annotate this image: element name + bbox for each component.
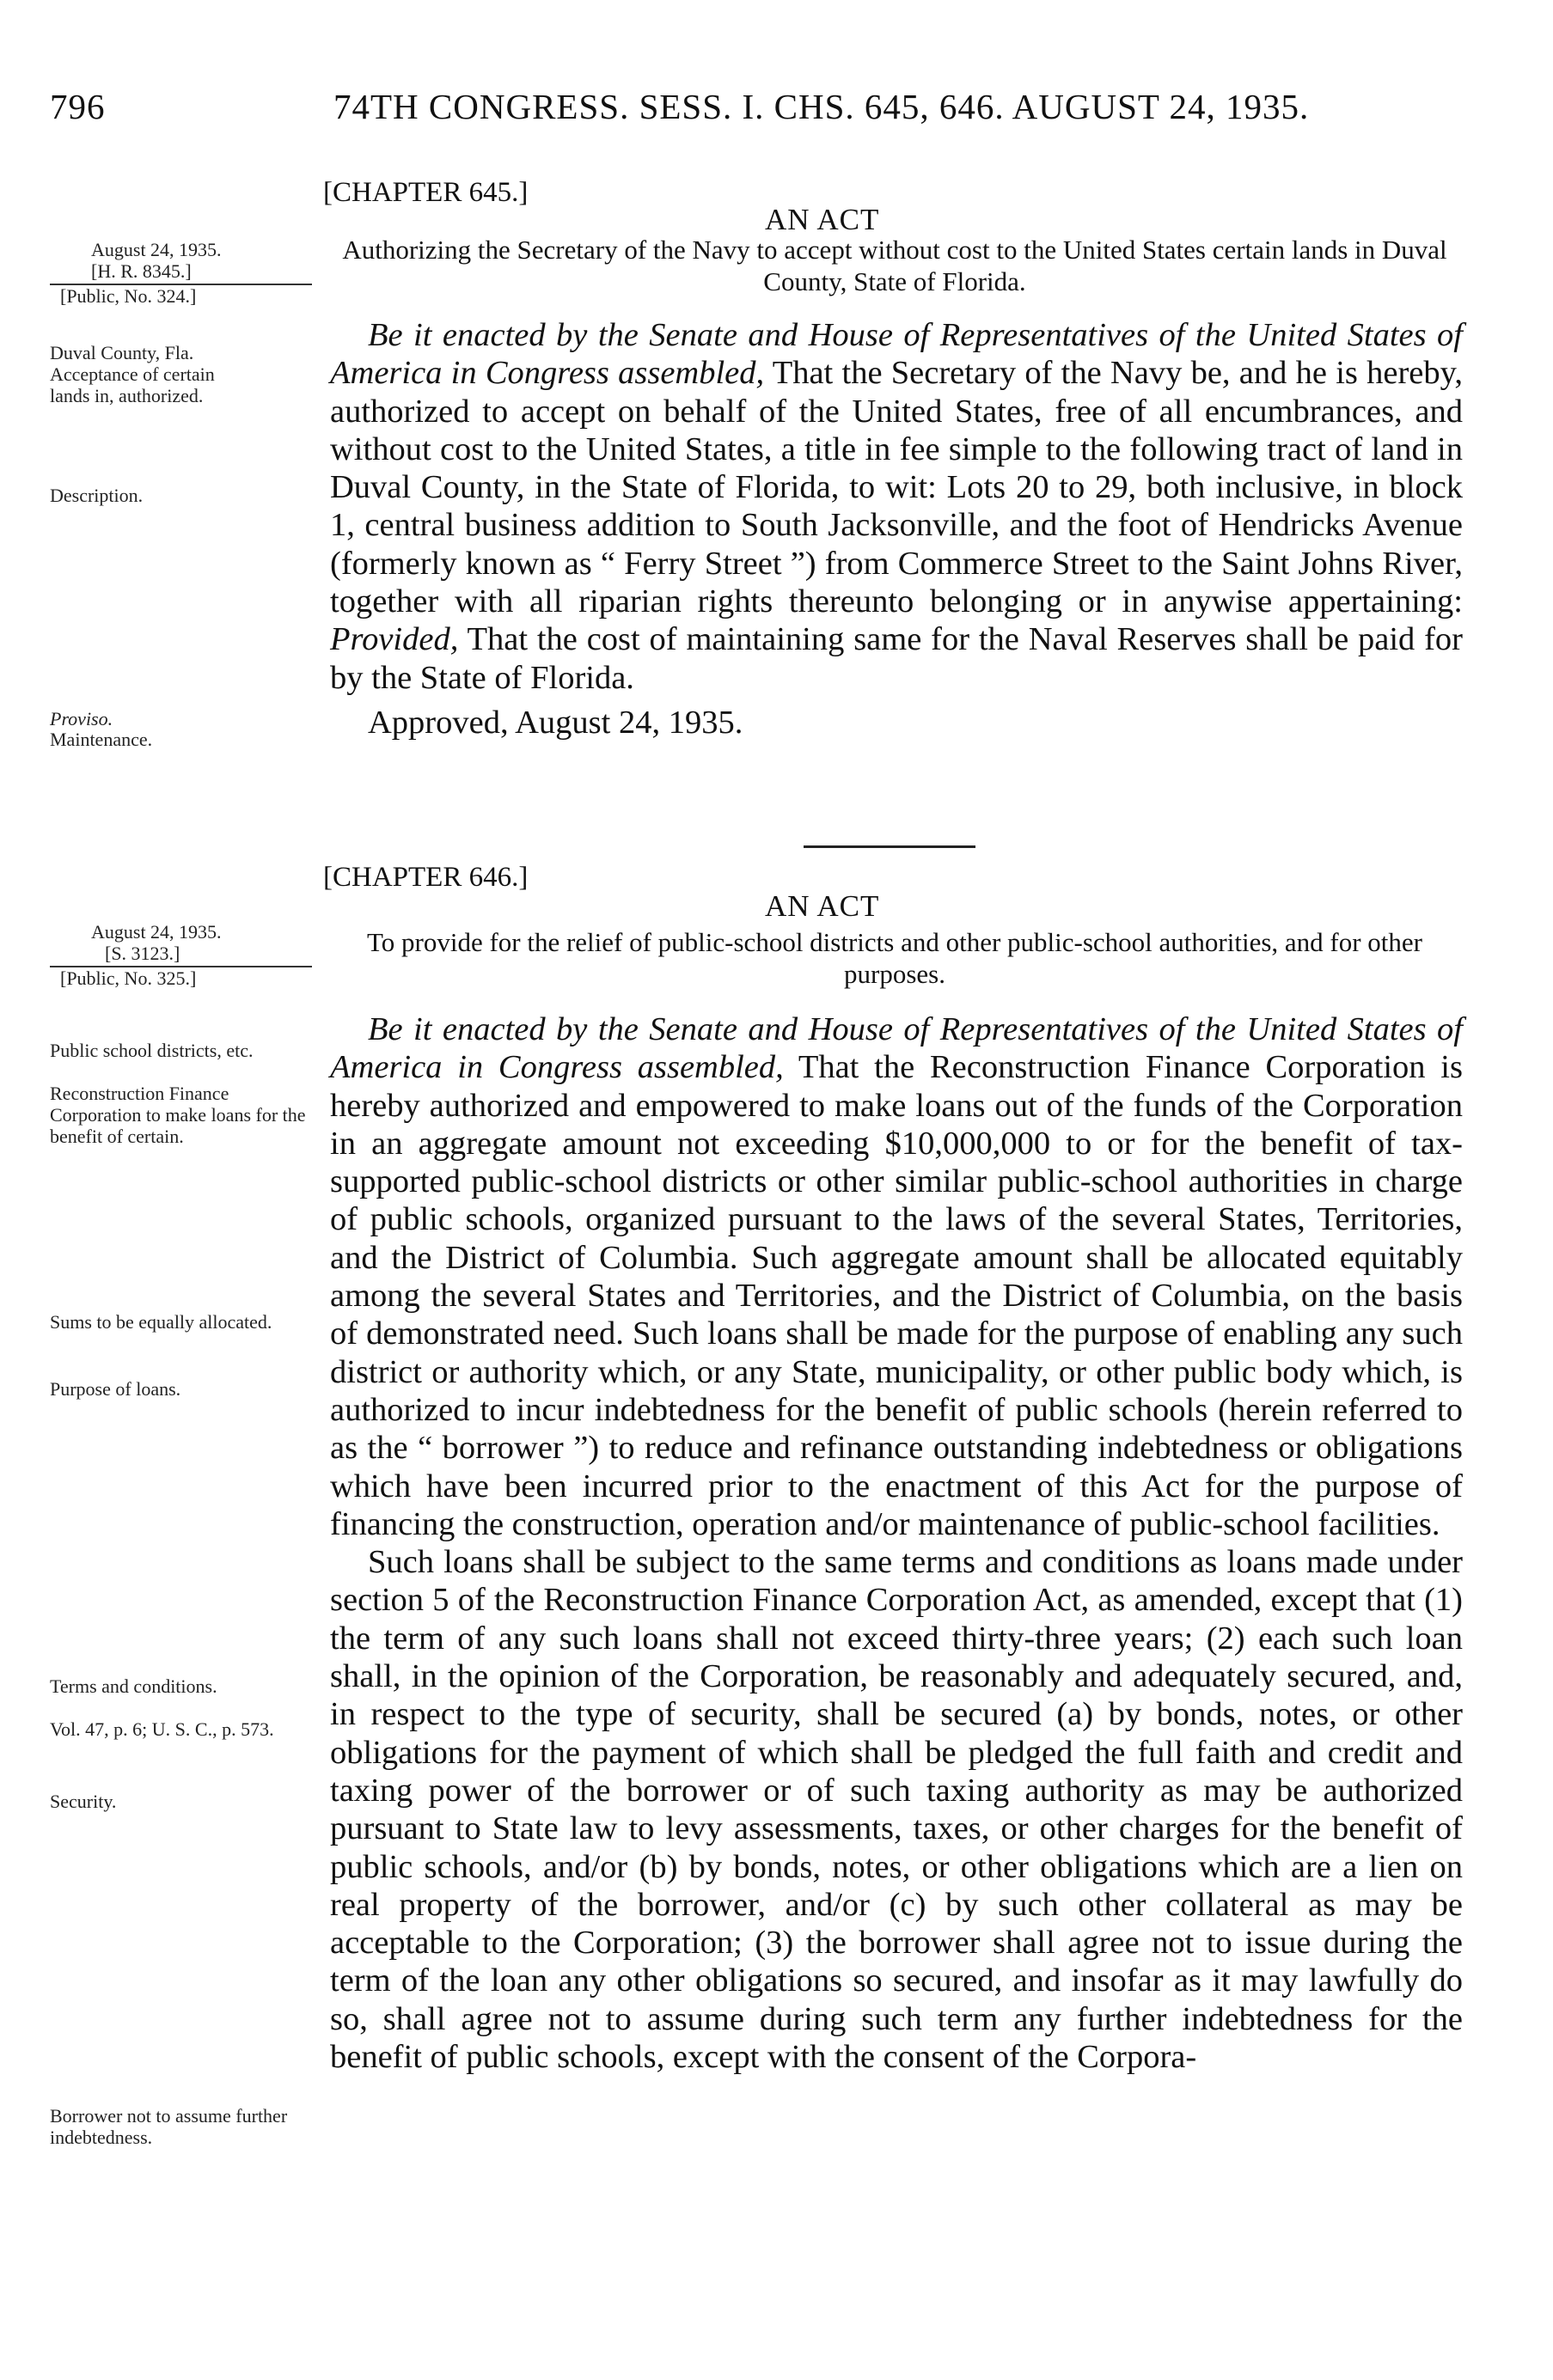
margin-note-rfc: Reconstruction Finance Corporation to make loans for the benefit of certain. [50, 1083, 306, 1147]
margin-note-security: Security. [50, 1791, 117, 1812]
margin-note-maintenance: Maintenance. [50, 729, 153, 750]
chapter-646-purpose: To provide for the relief of public-school districts and other public-school authorities, and for other purposes. [366, 927, 1422, 989]
chapter-646-section-2: Such loans shall be subject to the same terms and conditions as loans made under section 5 of the Reconstruction Finance Corporation Act, as amended, except that (1) the term of any such loans shall not exceed thirty-three years; (2) each such loan shall, in the opinion of the Corporation, be reasonably and adequately secured, and, in respect to the type of security, shall be secured (a) by bonds, notes, or other obligations for the payment of which shall be pledged the full faith and credit and taxing power of the borrower or of such taxing authority as may be authorized pursuant to State law to levy assessments, taxes, or other charges for the benefit of public schools, and/or (b) by bonds, notes, or other obligations which are a lien on real property of the borrower, and/or (c) by such other collateral as may be acceptable to the Corporation; (3) the borrower shall agree not to issue during the term of the loan any other obligations so secured, and insofar as it may lawfully do so, shall agree not to assume during such term any further indebtedness for the benefit of public schools, except with the consent of the Corpora- [330, 1544, 1463, 2076]
margin-date: August 24, 1935. [91, 239, 222, 260]
section-divider [804, 845, 975, 848]
chapter-645-purpose: Authorizing the Secretary of the Navy to accept without cost to the United States certain lands in Duval County, State of Florida. [342, 235, 1447, 296]
chapter-645-section: Be it enacted by the Senate and House of Representatives of the United States of America in Congress assembled, That the Secretary of the Navy be, and he is hereby, authorized to accept on behalf of the United States, free of all encumbrances, and without cost to the United States, a title in fee simple to the following tract of land in Duval County, in the State of Florida, to wit: Lots 20 to 29, both inclusive, in block 1, central business addition to South Jacksonville, and the foot of Hendricks Avenue (formerly known as “ Ferry Street ”) from Commerce Street to the Saint Johns River, together with all riparian rights thereunto belonging or in anywise appertaining: Provided, That the cost of maintaining same for the Naval Reserves shall be paid for by the State of Florida. [330, 317, 1463, 696]
proviso-word: Provided, [330, 621, 459, 658]
chapter-645-margin-citation [50, 239, 308, 307]
chapter-646-section-1: Be it enacted by the Senate and House of Representatives of the United States of America in Congress assembled, That the Reconstruction Finance Corporation is hereby authorized and empowered to make loans out of the funds of the Corporation in an aggregate amount not exceeding $10,000,000 to or for the benefit of tax-supported public-school districts or other similar public-school authorities in charge of public schools, organized pursuant to the laws of the several States, Territories, and the District of Columbia. Such aggregate amount shall be allocated equitably among the several States and Territories, and the District of Columbia, on the basis of demonstrated need. Such loans shall be made for the purpose of enabling any such district or authority which, or any State, municipality, or other public body which, is authorized to incur indebtedness for the benefit of public schools (herein referred to as the “ borrower ”) to reduce and refinance outstanding indebtedness or obligations which have been incurred prior to the enactment of this Act for the purpose of financing the construction, operation and/or maintenance of public-school facilities. [330, 1011, 1463, 1542]
margin-note-description: Description. [50, 485, 144, 506]
chapter-645-act-label: AN ACT [765, 203, 880, 236]
page-number: 796 [50, 87, 106, 126]
margin-note-vol: Vol. 47, p. 6; U. S. C., p. 573. [50, 1718, 274, 1740]
margin-note-duval: Duval County, Fla. Acceptance of certain lands in, authorized. [50, 342, 215, 406]
margin-note-borrower: Borrower not to assume further indebtedness. [50, 2105, 288, 2148]
margin-public-law: [Public, No. 324.] [60, 285, 197, 307]
margin-bill: [H. R. 8345.] [91, 260, 192, 282]
margin-note-proviso: Proviso. [50, 708, 113, 729]
margin-note-terms: Terms and conditions. [50, 1675, 217, 1697]
margin-note-purpose: Purpose of loans. [50, 1378, 181, 1400]
margin-note-public-school: Public school districts, etc. [50, 1040, 254, 1061]
chapter-646-margin-citation [50, 921, 308, 989]
enacting-clause: Be it enacted by the Senate and House of Representatives of the United States of America in Congress assembled, [330, 1011, 1463, 1086]
chapter-646-act-label: AN ACT [765, 889, 880, 923]
chapter-646-heading: [CHAPTER 646.] [323, 862, 529, 893]
approval-date: Approved, August 24, 1935. [368, 704, 743, 741]
margin-date: August 24, 1935. [91, 921, 222, 943]
chapter-646-body [330, 1010, 1463, 2076]
running-head-title: 74TH CONGRESS. SESS. I. CHS. 645, 646. AUGUST 24, 1935. [333, 87, 1310, 126]
margin-public-law: [Public, No. 325.] [60, 967, 197, 989]
margin-bill: [S. 3123.] [105, 943, 180, 964]
margin-note-sums: Sums to be equally allocated. [50, 1311, 272, 1333]
chapter-645-body [330, 316, 1463, 741]
enacting-clause: Be it enacted by the Senate and House of Representatives of the United States of America in Congress assembled, [330, 317, 1463, 392]
chapter-645-heading: [CHAPTER 645.] [323, 177, 529, 208]
